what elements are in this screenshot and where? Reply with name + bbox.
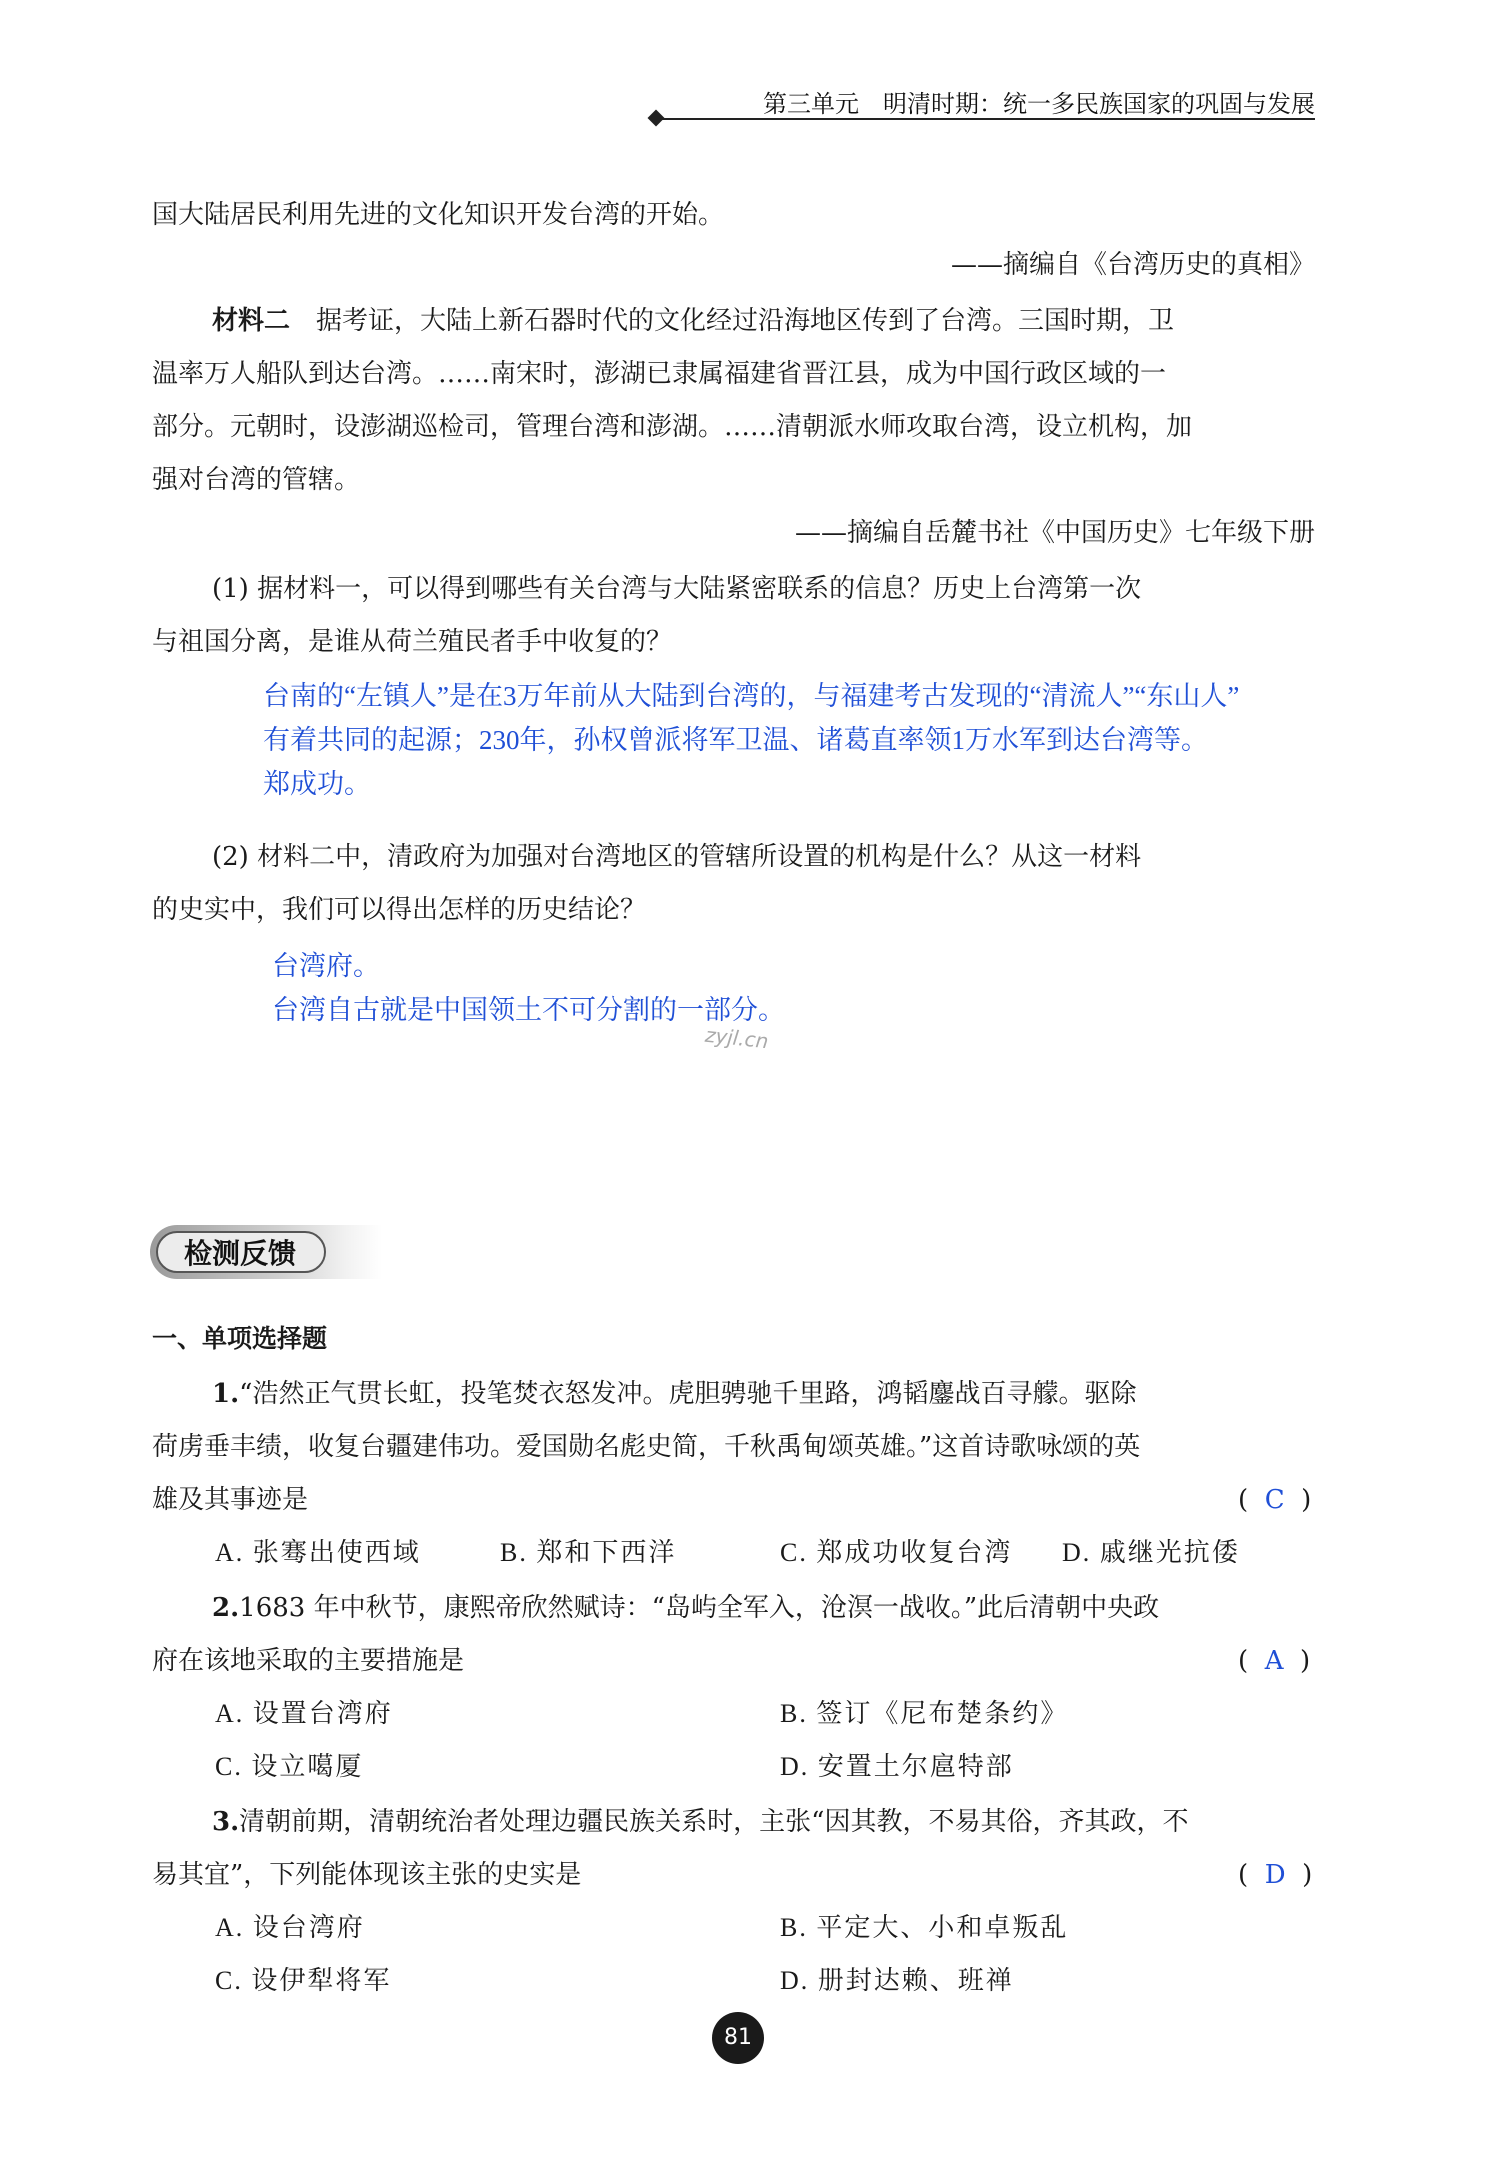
material-one-last-line: 国大陆居民利用先进的文化知识开发台湾的开始。 bbox=[152, 200, 725, 230]
mcq1-line-1 bbox=[212, 1375, 1136, 1413]
mcq1-number: 1. bbox=[212, 1379, 240, 1409]
material-two-line-3: 部分。元朝时，设澎湖巡检司，管理台湾和澎湖。……清朝派水师攻取台湾，设立机构，加 bbox=[152, 412, 1193, 442]
watermark: zyjl.cn bbox=[703, 1022, 770, 1054]
material-two-first-line bbox=[212, 302, 1174, 340]
mcq2-option-b: B. 签订《尼布楚条约》 bbox=[780, 1699, 1069, 1728]
mcq2-text-1: 1683 年中秋节，康熙帝欣然赋诗：“岛屿全军入，沧溟一战收。”此后清朝中央政 bbox=[239, 1593, 1160, 1623]
section-tag-pill bbox=[156, 1231, 326, 1273]
mcq3-answer: D bbox=[1264, 1860, 1286, 1890]
mcq3-option-b: B. 平定大、小和卓叛乱 bbox=[780, 1913, 1069, 1942]
material-two-line-4: 强对台湾的管辖。 bbox=[152, 465, 361, 495]
mcq2-option-a: A. 设置台湾府 bbox=[215, 1699, 393, 1728]
mcq3-line-2: 易其宜”，下列能体现该主张的史实是 bbox=[152, 1860, 582, 1890]
mcq2-answer: A bbox=[1264, 1646, 1284, 1676]
mcq2-option-d: D. 安置土尔扈特部 bbox=[780, 1752, 1014, 1781]
q2-answer-line-2: 台湾自古就是中国领土不可分割的一部分。 bbox=[272, 995, 785, 1025]
mcq1-option-c: C. 郑成功收复台湾 bbox=[780, 1538, 1013, 1567]
q2-line-2: 的史实中，我们可以得出怎样的历史结论？ bbox=[152, 895, 647, 925]
q1-line-1: (1) 据材料一，可以得到哪些有关台湾与大陆紧密联系的信息？历史上台湾第一次 bbox=[212, 574, 1142, 604]
mcq1-answer: C bbox=[1264, 1485, 1285, 1515]
q2-answer-line-1: 台湾府。 bbox=[272, 951, 380, 981]
mcq3-line-1 bbox=[212, 1803, 1188, 1841]
material-two-line-2: 温率万人船队到达台湾。……南宋时，澎湖已隶属福建省晋江县，成为中国行政区域的一 bbox=[152, 359, 1167, 389]
mcq3-option-c: C. 设伊犁将军 bbox=[215, 1966, 392, 1995]
mcq3-option-d: D. 册封达赖、班禅 bbox=[780, 1966, 1014, 1995]
mcq3-answer-bracket: ( D ) bbox=[1238, 1860, 1313, 1890]
section-heading: 一、单项选择题 bbox=[152, 1324, 328, 1353]
section-tag-label: 检测反馈 bbox=[184, 1237, 297, 1270]
mcq1-line-3: 雄及其事迹是 bbox=[152, 1485, 309, 1515]
material-one-source: ——摘编自《台湾历史的真相》 bbox=[950, 250, 1315, 280]
mcq2-number: 2. bbox=[212, 1593, 240, 1623]
mcq2-answer-bracket: ( A ) bbox=[1238, 1646, 1311, 1676]
material-two-source: ——摘编自岳麓书社《中国历史》七年级下册 bbox=[794, 518, 1315, 548]
mcq3-number: 3. bbox=[212, 1807, 240, 1837]
mcq1-option-d: D. 戚继光抗倭 bbox=[1062, 1538, 1240, 1567]
q1-line-2: 与祖国分离，是谁从荷兰殖民者手中收复的？ bbox=[152, 627, 673, 657]
mcq2-option-c: C. 设立噶厦 bbox=[215, 1752, 364, 1781]
section-tag bbox=[150, 1225, 382, 1279]
header-rule bbox=[660, 118, 1315, 120]
material-two-label: 材料二 bbox=[212, 306, 291, 336]
q2-line-1: (2) 材料二中，清政府为加强对台湾地区的管辖所设置的机构是什么？从这一材料 bbox=[212, 842, 1142, 872]
mcq3-option-a: A. 设台湾府 bbox=[215, 1913, 365, 1942]
page-number: 81 bbox=[712, 2012, 764, 2064]
running-header: 第三单元 明清时期：统一多民族国家的巩固与发展 bbox=[763, 90, 1315, 118]
mcq2-line-1 bbox=[212, 1589, 1159, 1627]
mcq1-answer-bracket: ( C ) bbox=[1238, 1485, 1312, 1515]
mcq1-line-2: 荷虏垂丰绩，收复台疆建伟功。爱国勋名彪史简，千秋禹甸颂英雄。”这首诗歌咏颂的英 bbox=[152, 1432, 1141, 1462]
mcq2-line-2: 府在该地采取的主要措施是 bbox=[152, 1646, 465, 1676]
material-two-line-1: 据考证，大陆上新石器时代的文化经过沿海地区传到了台湾。三国时期，卫 bbox=[316, 306, 1175, 336]
mcq1-text-1: “浩然正气贯长虹，投笔焚衣怒发冲。虎胆骋驰千里路，鸿韬鏖战百寻艨。驱除 bbox=[239, 1379, 1137, 1409]
mcq1-option-a: A. 张骞出使西域 bbox=[215, 1538, 421, 1567]
q1-answer-line-2: 有着共同的起源；230年，孙权曾派将军卫温、诸葛直率领1万水军到达台湾等。 bbox=[263, 725, 1208, 755]
mcq3-text-1: 清朝前期，清朝统治者处理边疆民族关系时，主张“因其教，不易其俗，齐其政，不 bbox=[239, 1807, 1189, 1837]
mcq1-option-b: B. 郑和下西洋 bbox=[500, 1538, 677, 1567]
q1-answer-line-3: 郑成功。 bbox=[263, 769, 371, 799]
q1-answer-line-1: 台南的“左镇人”是在3万年前从大陆到台湾的，与福建考古发现的“清流人”“东山人” bbox=[263, 681, 1240, 711]
